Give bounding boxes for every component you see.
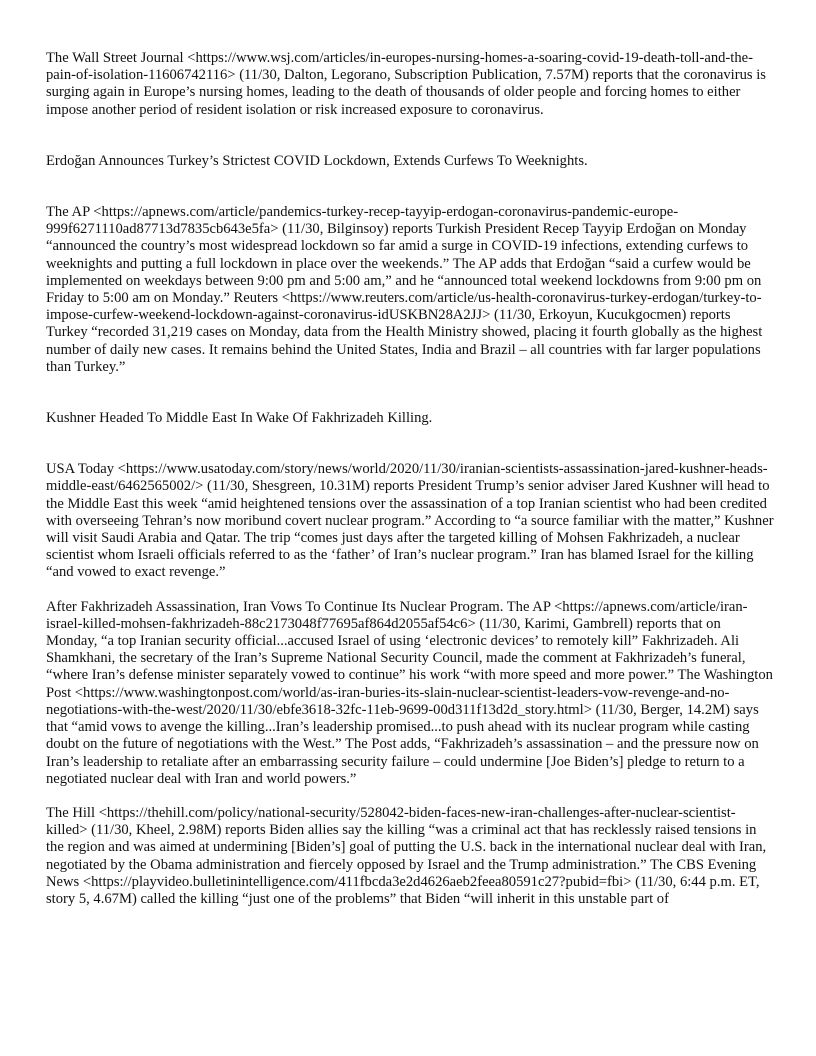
article-paragraph-thehill: The Hill <https://thehill.com/policy/national-security/528042-biden-faces-new-iran-challenges-after-nuclear-scientist-killed> (11/30, Kheel, 2.98M) reports Biden allies say the killing “was a criminal act that has recklessly raised tensions in the region and was aimed at undermining [Biden’s] goal of putting the U.S. back in the international nuclear deal with Iran, negotiated by the Obama administration and fiercely opposed by Israel and the Trump administration.” The CBS Evening News <https://playvideo.bulletinintelligence.com/411fbcda3e2d4626aeb2feea80591c27?pubid=fbi> (11/30, 6:44 p.m. ET, story 5, 4.67M) called the killing “just one of the problems” that Biden “will inherit in this unstable part of bbox=[46, 804, 767, 907]
document-page bbox=[46, 50, 774, 925]
article-paragraph-wsj: The Wall Street Journal <https://www.wsj.com/articles/in-europes-nursing-homes-a-soaring-covid-19-death-toll-and-the-pain-of-isolation-11606742116> (11/30, Dalton, Legorano, Subscription Publication, 7.57M) reports that the coronavirus is surging again in Europe’s nursing homes, leading to the death of thousands of older people and forcing homes to either impose another period of resident isolation or risk increased exposure to coronavirus. bbox=[46, 50, 766, 118]
section-headline-kushner: Kushner Headed To Middle East In Wake Of Fakhrizadeh Killing. bbox=[46, 410, 433, 427]
article-paragraph-iran-program: After Fakhrizadeh Assassination, Iran Vows To Continue Its Nuclear Program. The AP <https://apnews.com/article/iran-israel-killed-mohsen-fakhrizadeh-88c2173048f77695af864d2055af54c6> (11/30, Karimi, Gambrell) reports that on Monday, “a top Iranian security official...accused Israel of using ‘electronic devices’ to remotely kill” Fakhrizadeh. Ali Shamkhani, the secretary of the Iran’s Supreme National Security Council, made the comment at Fakhrizadeh’s funeral, “where Iran’s defense minister separately vowed to continue” his work “with more speed and more power.” The Washington Post <https://www.washingtonpost.com/world/as-iran-buries-its-slain-nuclear-scientist-leaders-vow-revenge-and-no-negotiations-with-the-west/2020/11/30/ebfe3618-32fc-11eb-9699-00d311f13d2d_story.html> (11/30, Berger, 14.2M) says that “amid vows to avenge the killing...Iran’s leadership promised...to push ahead with its nuclear program while casting doubt on the future of negotiations with the West.” The Post adds, “Fakhrizadeh’s assassination – and the pressure now on Iran’s leadership to retaliate after an embarrassing security failure – could undermine [Joe Biden’s] pledge to return to a negotiated nuclear deal with Iran and world powers.” bbox=[46, 598, 773, 787]
article-paragraph-turkey: The AP <https://apnews.com/article/pandemics-turkey-recep-tayyip-erdogan-coronavirus-pandemic-europe-999f6271110ad87713d7835cb643e5fa> (11/30, Bilginsoy) reports Turkish President Recep Tayyip Erdoğan on Monday “announced the country’s most widespread lockdown so far amid a surge in COVID-19 infections, extending curfews to weeknights and putting a full lockdown in place over the weekends.” The AP adds that Erdoğan “said a curfew would be implemented on weekdays between 9:00 pm and 5:00 am,” and he “announced total weekend lockdowns from 9:00 pm on Friday to 5:00 am on Monday.” Reuters <https://www.reuters.com/article/us-health-coronavirus-turkey-erdogan/turkey-to-impose-curfew-weekend-lockdown-against-coronavirus-idUSKBN28A2JJ> (11/30, Erkoyun, Kucukgocmen) reports Turkey “recorded 31,219 cases on Monday, data from the Health Ministry showed, placing it fourth globally as the highest number of daily new cases. It remains behind the United States, India and Brazil – all countries with far larger populations than Turkey.” bbox=[46, 204, 763, 375]
section-headline-turkey: Erdoğan Announces Turkey’s Strictest COVID Lockdown, Extends Curfews To Weeknights. bbox=[46, 152, 588, 169]
article-paragraph-usatoday: USA Today <https://www.usatoday.com/story/news/world/2020/11/30/iranian-scientists-assassination-jared-kushner-heads-middle-east/6462565002/> (11/30, Shesgreen, 10.31M) reports President Trump’s senior adviser Jared Kushner will head to the Middle East this week “amid heightened tensions over the assassination of a top Iranian scientist who had been credited with overseeing Tehran’s now moribund covert nuclear program.” According to “a source familiar with the matter,” Kushner will visit Saudi Arabia and Qatar. The trip “comes just days after the targeted killing of Mohsen Fakhrizadeh, a nuclear scientist whom Israeli officials referred to as the ‘father’ of Iran’s nuclear program.” Iran has blamed Israel for the killing “and vowed to exact revenge.” bbox=[46, 461, 774, 581]
